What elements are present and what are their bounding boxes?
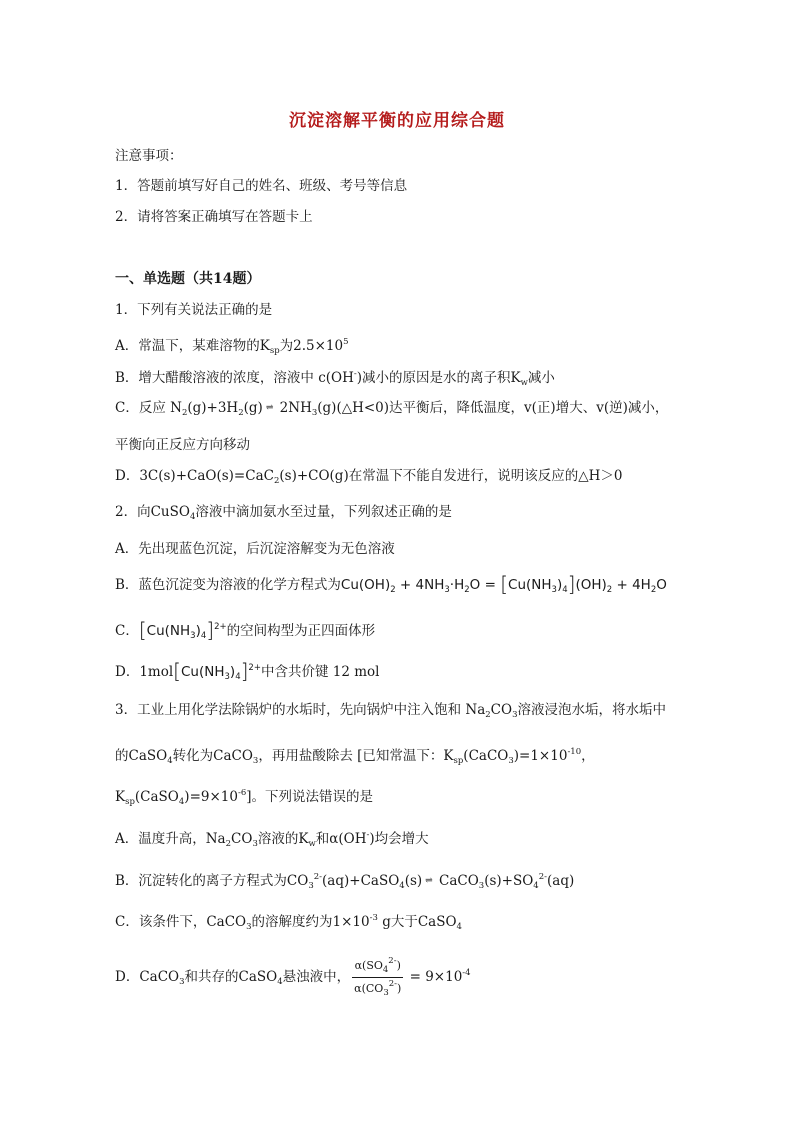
q2-option-b: B．蓝色沉淀变为溶液的化学方程式为$Cu(OH)_2 + 4NH_3\cdot H_2O = [Cu(NH_3)_4](OH)_2 + 4H_2O$ xyxy=(115,572,667,596)
equilibrium-arrow-icon: ⇌ xyxy=(265,403,273,413)
q3-stem-line-1: 3．工业上用化学法除锅炉的水垢时，先向锅炉中注入饱和 $Na_2CO_3$溶液浸泡水垢，将水垢中 xyxy=(115,702,666,720)
notice-item-2: 2．请将答案正确填写在答题卡上 xyxy=(115,209,313,225)
q1-stem: 1．下列有关说法正确的是 xyxy=(115,302,273,318)
ratio-fraction: $\frac{\alpha(SO_4^{2-})}{\alpha(CO_3^{2-})}$ xyxy=(354,956,402,998)
q1-option-c-continued: 平衡向正反应方向移动 xyxy=(115,437,250,453)
q2-stem: 2．向CuSO$_4$溶液中滴加氨水至过量，下列叙述正确的是 xyxy=(115,504,452,522)
q2-option-a: A．先出现蓝色沉淀，后沉淀溶解变为无色溶液 xyxy=(115,541,395,557)
q2-option-d: D．$1mol[Cu(NH_3)_4]^{2+}$中含共价键 12 mol xyxy=(115,659,380,683)
q1-option-a: A．常温下，某难溶物的$K_{sp}$为$2.5\times 10^5$ xyxy=(115,337,349,356)
notice-item-1: 1．答题前填写好自己的姓名、班级、考号等信息 xyxy=(115,178,408,194)
section-heading: 一、单选题（共14题） xyxy=(115,271,261,287)
q3-option-b: B．沉淀转化的离子方程式为$CO_3^{2-}(aq)+CaSO_4(s)$ ⇌ $CaCO_3(s)+SO_4^{2-}(aq)$ xyxy=(115,872,575,891)
notice-heading: 注意事项： xyxy=(115,148,183,164)
page-title: 沉淀溶解平衡的应用综合题 xyxy=(289,111,505,131)
q1-option-d: D．3C(s)+CaO(s)=CaC$_2$(s)+CO(g)在常温下不能自发进行，说明该反应的△H＞0 xyxy=(115,468,623,486)
q3-stem-line-3: $K_{sp}(CaSO_4)=9\times 10^{-6}$]。下列说法错误的是 xyxy=(115,788,374,807)
q3-option-d: D．CaCO$_3$和共存的CaSO$_4$悬浊液中， $\frac{\alpha(SO_4^{2-})}{\alpha(CO_3^{2-})}$ = $9\times 10^{-4}$ xyxy=(115,956,471,998)
q3-stem-line-2: 的CaSO$_4$转化为CaCO$_3$，再用盐酸除去 [已知常温下：$K_{sp}(CaCO_3)=1\times 10^{-10}$， xyxy=(115,747,595,766)
equilibrium-arrow-icon: ⇌ xyxy=(425,876,432,886)
q3-option-c: C．该条件下，CaCO$_3$的溶解度约为$1\times 10^{-3}$ g大于CaSO$_4$ xyxy=(115,913,462,932)
q1-option-c: C．反应 $N_2(g)+3H_2(g)$ ⇌ $2NH_3(g)(\triangle H<0)$达平衡后，降低温度，v(正)增大、v(逆)减小， xyxy=(115,400,669,418)
q3-option-a: A．温度升高，$Na_2CO_3$溶液的$K_w$和α(OH-)均会增大 xyxy=(115,830,429,849)
q2-option-c: C．$[Cu(NH_3)_4]^{2+}$的空间构型为正四面体形 xyxy=(115,618,376,642)
q1-option-b: B．增大醋酸溶液的浓度，溶液中 c(OH-)减小的原因是水的离子积$K_w$减小 xyxy=(115,369,555,388)
